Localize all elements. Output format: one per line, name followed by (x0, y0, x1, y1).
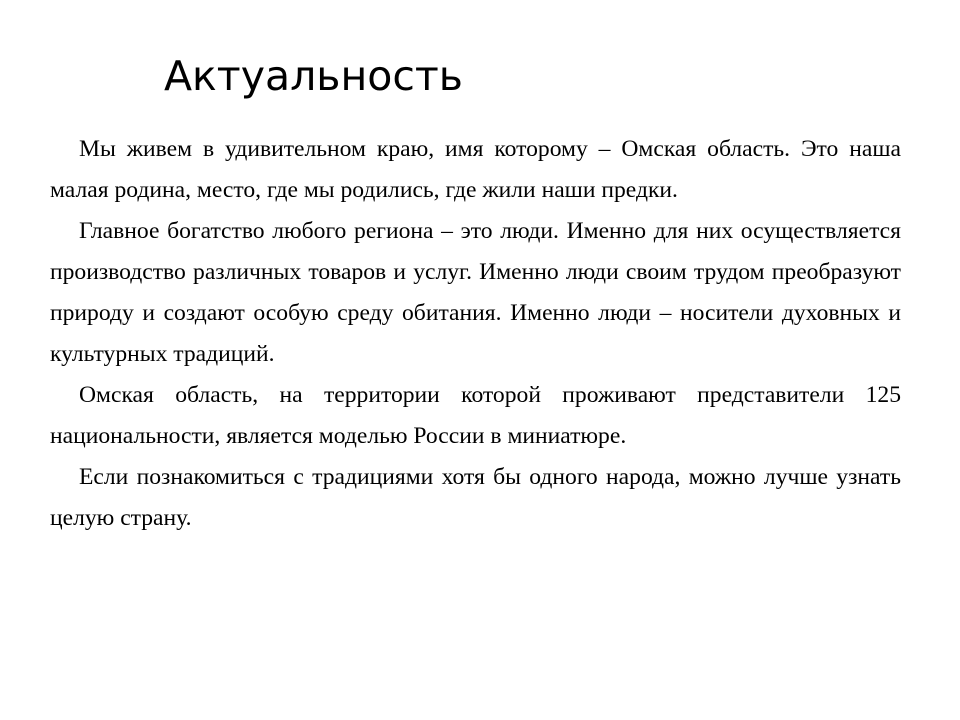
slide-title: Актуальность (164, 52, 463, 100)
paragraph-intro: Мы живем в удивительном краю, имя которому – Омская область. Это наша малая родина, место, где мы родились, где жили наши предки. (50, 136, 901, 203)
slide-body (50, 129, 901, 539)
paragraph-traditions: Если познакомиться с традициями хотя бы одного народа, можно лучше узнать целую страну. (50, 464, 901, 531)
paragraph-people: Главное богатство любого региона – это люди. Именно для них осуществляется производство различных товаров и услуг. Именно люди своим трудом преобразуют природу и создают особую среду обитания. Именно люди – носители духовных и культурных традиций. (50, 218, 901, 367)
paragraph-nationalities: Омская область, на территории которой проживают представители 125 национальности, является моделью России в миниатюре. (50, 382, 901, 449)
